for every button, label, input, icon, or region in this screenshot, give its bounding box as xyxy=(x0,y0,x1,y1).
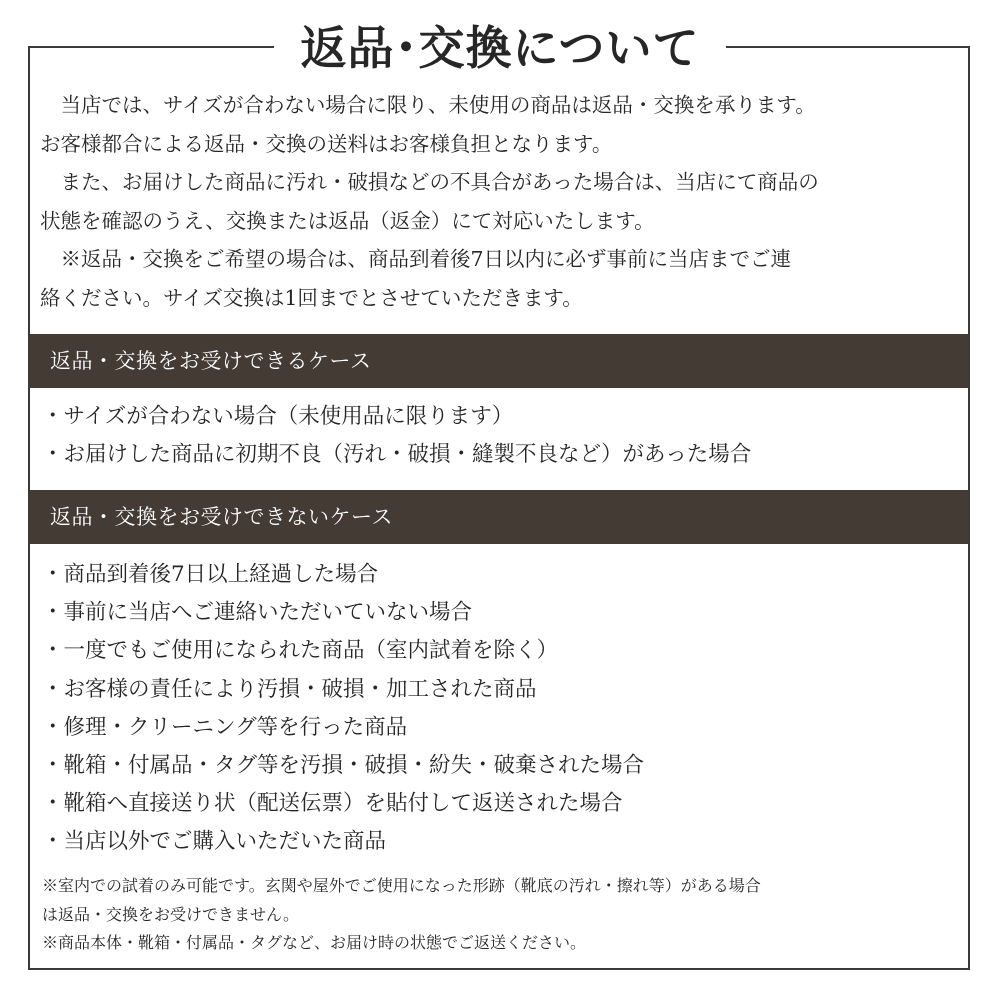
accept-cases-list xyxy=(42,398,962,474)
accept-cases-heading: 返品・交換をお受けできるケース xyxy=(30,334,968,388)
list-item: ・修理・クリーニング等を行った商品 xyxy=(42,714,408,740)
list-item: ・事前に当店へご連絡いただいていない場合 xyxy=(42,600,473,626)
list-item: ・靴箱へ直接送り状（配送伝票）を貼付して返送された場合 xyxy=(42,791,623,817)
list-item: ・商品到着後7日以上経過した場合 xyxy=(42,562,379,587)
footnote-line: は返品・交換をお受けできません。 xyxy=(42,904,299,924)
list-item: ・一度でもご使用になられた商品（室内試着を除く） xyxy=(42,638,559,664)
intro-line: お客様都合による返品・交換の送料はお客様負担となります。 xyxy=(40,131,613,156)
reject-cases-list xyxy=(42,556,962,862)
footnote-line: ※商品本体・靴箱・付属品・タグなど、お届け時の状態でご返送ください。 xyxy=(42,933,587,952)
list-item: ・お届けした商品に初期不良（汚れ・破損・縫製不良など）があった場合 xyxy=(42,442,752,467)
footnotes xyxy=(42,872,962,958)
reject-cases-heading: 返品・交換をお受けできないケース xyxy=(30,490,968,544)
intro-text xyxy=(40,86,960,317)
list-item: ・靴箱・付属品・タグ等を汚損・破損・紛失・破棄された場合 xyxy=(42,753,645,779)
intro-line: また、お届けした商品に汚れ・破損などの不具合があった場合は、当店にて商品の xyxy=(40,170,819,194)
list-item: ・サイズが合わない場合（未使用品に限ります） xyxy=(42,404,514,429)
intro-line: 絡ください。サイズ交換は1回までとさせていただきます。 xyxy=(40,285,583,310)
page-title: 返品･交換について xyxy=(274,18,725,78)
title-wrapper xyxy=(0,18,1000,78)
list-item: ・お客様の責任により汚損・破損・加工された商品 xyxy=(42,676,537,702)
intro-line: ※返品・交換をご希望の場合は、商品到着後7日以内に必ず事前に当店までご連 xyxy=(40,247,792,271)
list-item: ・当店以外でご購入いただいた商品 xyxy=(42,829,387,855)
intro-line: 当店では、サイズが合わない場合に限り、未使用の商品は返品・交換を承ります。 xyxy=(40,93,816,117)
intro-line: 状態を確認のうえ、交換または返品（返金）にて対応いたします。 xyxy=(40,208,655,233)
footnote-line: ※室内での試着のみ可能です。玄関や屋外でご使用になった形跡（靴底の汚れ・擦れ等）がある場合 xyxy=(42,876,761,895)
